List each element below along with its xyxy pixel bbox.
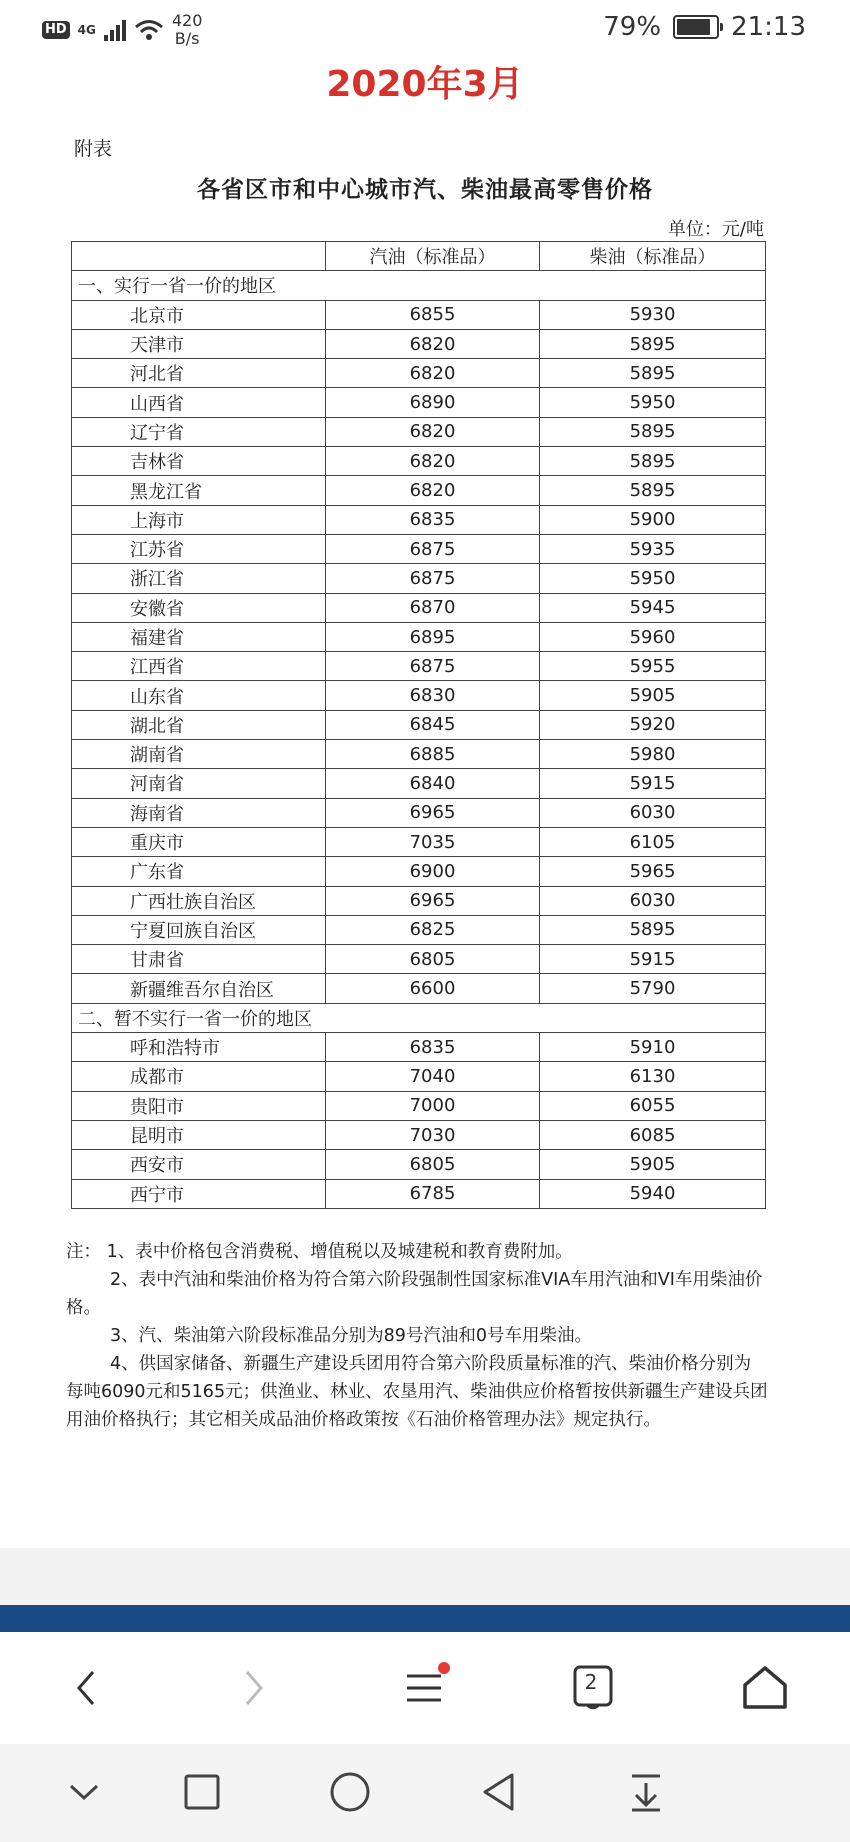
document-date: 2020年3月 xyxy=(326,64,524,105)
system-home-button[interactable] xyxy=(322,1764,378,1820)
gasoline-price-cell: 6825 xyxy=(326,915,540,944)
table-row xyxy=(72,388,766,417)
diesel-price-cell: 5895 xyxy=(540,329,766,358)
region-name-cell: 上海市 xyxy=(72,505,326,534)
diesel-price-cell: 5895 xyxy=(540,359,766,388)
region-name-cell: 贵阳市 xyxy=(72,1091,326,1120)
region-name-cell: 江苏省 xyxy=(72,534,326,563)
gasoline-price-cell: 6820 xyxy=(326,359,540,388)
diesel-price-cell: 5965 xyxy=(540,857,766,886)
battery-percent: 79% xyxy=(603,12,662,42)
recents-icon xyxy=(183,1773,221,1811)
gasoline-price-cell: 6895 xyxy=(326,622,540,651)
region-name-cell: 浙江省 xyxy=(72,564,326,593)
region-name-cell: 山西省 xyxy=(72,388,326,417)
forward-button[interactable] xyxy=(226,1660,282,1716)
table-row xyxy=(72,857,766,886)
diesel-price-cell: 5920 xyxy=(540,710,766,739)
browser-toolbar xyxy=(0,1632,850,1744)
diesel-price-cell: 5980 xyxy=(540,740,766,769)
table-row xyxy=(72,652,766,681)
region-name-cell: 黑龙江省 xyxy=(72,476,326,505)
table-row xyxy=(72,564,766,593)
table-row xyxy=(72,1179,766,1208)
gasoline-price-cell: 7040 xyxy=(326,1062,540,1091)
region-name-cell: 福建省 xyxy=(72,622,326,651)
table-row xyxy=(72,1062,766,1091)
table-row xyxy=(72,945,766,974)
diesel-price-cell: 5905 xyxy=(540,1150,766,1179)
gasoline-price-cell: 6870 xyxy=(326,593,540,622)
region-name-cell: 吉林省 xyxy=(72,447,326,476)
region-name-cell: 山东省 xyxy=(72,681,326,710)
wifi-icon xyxy=(134,19,164,41)
gasoline-price-cell: 6820 xyxy=(326,476,540,505)
table-row xyxy=(72,974,766,1003)
collapse-icon xyxy=(67,1782,101,1802)
gasoline-price-cell: 6805 xyxy=(326,945,540,974)
region-name-cell: 新疆维吾尔自治区 xyxy=(72,974,326,1003)
site-footer-band xyxy=(0,1605,850,1632)
region-name-cell: 广东省 xyxy=(72,857,326,886)
appendix-label: 附表 xyxy=(74,138,113,160)
diesel-price-cell: 5895 xyxy=(540,447,766,476)
table-row xyxy=(72,476,766,505)
diesel-price-cell: 5895 xyxy=(540,915,766,944)
gasoline-price-cell: 6885 xyxy=(326,740,540,769)
table-row xyxy=(72,769,766,798)
diesel-price-cell: 5895 xyxy=(540,417,766,446)
diesel-price-cell: 6130 xyxy=(540,1062,766,1091)
region-name-cell: 西安市 xyxy=(72,1150,326,1179)
table-row xyxy=(72,417,766,446)
diesel-price-cell: 6055 xyxy=(540,1091,766,1120)
diesel-price-cell: 6085 xyxy=(540,1120,766,1149)
region-name-cell: 河南省 xyxy=(72,769,326,798)
region-name-cell: 江西省 xyxy=(72,652,326,681)
region-name-cell: 重庆市 xyxy=(72,827,326,856)
note-1: 注： 1、表中价格包含消费税、增值税以及城建税和教育费附加。 xyxy=(66,1242,573,1262)
gasoline-price-cell: 6965 xyxy=(326,798,540,827)
speed-value: 420 xyxy=(171,11,203,30)
region-name-cell: 呼和浩特市 xyxy=(72,1033,326,1062)
diesel-price-cell: 5950 xyxy=(540,564,766,593)
gasoline-price-cell: 6785 xyxy=(326,1179,540,1208)
gasoline-price-cell: 7035 xyxy=(326,827,540,856)
diesel-price-cell: 5935 xyxy=(540,534,766,563)
table-row xyxy=(72,710,766,739)
gasoline-price-cell: 6890 xyxy=(326,388,540,417)
table-row xyxy=(72,300,766,329)
diesel-price-cell: 6030 xyxy=(540,886,766,915)
signal-icon xyxy=(104,19,126,41)
table-row xyxy=(72,447,766,476)
gasoline-price-cell: 6820 xyxy=(326,417,540,446)
gasoline-price-cell: 6855 xyxy=(326,300,540,329)
diesel-price-cell: 5905 xyxy=(540,681,766,710)
table-row xyxy=(72,622,766,651)
table-row xyxy=(72,886,766,915)
diesel-price-cell: 5790 xyxy=(540,974,766,1003)
note-2: 2、表中汽油和柴油价格为符合第六阶段强制性国家标准VIA车用汽油和VI车用柴油价格。 xyxy=(66,1270,763,1318)
clock: 21:13 xyxy=(731,12,806,42)
back-triangle-icon xyxy=(479,1771,517,1813)
header-region xyxy=(72,242,326,271)
home-circle-icon xyxy=(329,1771,371,1813)
diesel-price-cell: 5930 xyxy=(540,300,766,329)
back-button[interactable] xyxy=(58,1660,114,1716)
gasoline-price-cell: 6875 xyxy=(326,652,540,681)
region-name-cell: 天津市 xyxy=(72,329,326,358)
region-name-cell: 海南省 xyxy=(72,798,326,827)
diesel-price-cell: 5960 xyxy=(540,622,766,651)
gasoline-price-cell: 6830 xyxy=(326,681,540,710)
gasoline-price-cell: 6820 xyxy=(326,329,540,358)
diesel-price-cell: 5955 xyxy=(540,652,766,681)
table-row xyxy=(72,505,766,534)
table-row xyxy=(72,1033,766,1062)
gasoline-price-cell: 6965 xyxy=(326,886,540,915)
diesel-price-cell: 5915 xyxy=(540,769,766,798)
gasoline-price-cell: 6820 xyxy=(326,447,540,476)
diesel-price-cell: 5945 xyxy=(540,593,766,622)
note-3: 3、汽、柴油第六阶段标准品分别为89号汽油和0号车用柴油。 xyxy=(110,1326,593,1346)
table-header-row xyxy=(72,242,766,271)
gasoline-price-cell: 6875 xyxy=(326,534,540,563)
table-row xyxy=(72,798,766,827)
diesel-price-cell: 5900 xyxy=(540,505,766,534)
diesel-price-cell: 6030 xyxy=(540,798,766,827)
table-row xyxy=(72,329,766,358)
section-row xyxy=(72,271,766,300)
gasoline-price-cell: 6600 xyxy=(326,974,540,1003)
region-name-cell: 安徽省 xyxy=(72,593,326,622)
table-row xyxy=(72,740,766,769)
back-icon xyxy=(74,1668,98,1708)
region-name-cell: 北京市 xyxy=(72,300,326,329)
region-name-cell: 昆明市 xyxy=(72,1120,326,1149)
tab-count: 2 xyxy=(584,1670,598,1694)
table-row xyxy=(72,1150,766,1179)
download-button[interactable] xyxy=(618,1764,674,1820)
section-heading: 二、暂不实行一省一价的地区 xyxy=(72,1003,766,1032)
notes xyxy=(66,1238,768,1434)
note-4: 4、供国家储备、新疆生产建设兵团用符合第六阶段质量标准的汽、柴油价格分别为每吨6090元和5165元；供渔业、林业、农垦用汽、柴油供应价格暂按供新疆生产建设兵团用油价格执行；其它相关成品油价格政策按《石油价格管理办法》规定执行。 xyxy=(66,1354,768,1430)
gasoline-price-cell: 7030 xyxy=(326,1120,540,1149)
gasoline-price-cell: 6835 xyxy=(326,1033,540,1062)
section-heading: 一、实行一省一价的地区 xyxy=(72,271,766,300)
page-end-band xyxy=(0,1548,850,1605)
header-diesel: 柴油（标准品） xyxy=(540,242,766,271)
gasoline-price-cell: 6805 xyxy=(326,1150,540,1179)
menu-icon xyxy=(399,1662,451,1714)
table-row xyxy=(72,681,766,710)
unit-label: 单位：元/吨 xyxy=(667,219,764,240)
table-row xyxy=(72,534,766,563)
region-name-cell: 辽宁省 xyxy=(72,417,326,446)
region-name-cell: 成都市 xyxy=(72,1062,326,1091)
home-button[interactable] xyxy=(737,1660,793,1716)
status-bar xyxy=(0,0,850,58)
region-name-cell: 河北省 xyxy=(72,359,326,388)
table-row xyxy=(72,359,766,388)
region-name-cell: 湖南省 xyxy=(72,740,326,769)
network-speed xyxy=(172,12,203,48)
diesel-price-cell: 6105 xyxy=(540,827,766,856)
forward-icon xyxy=(242,1668,266,1708)
system-back-button[interactable] xyxy=(470,1764,526,1820)
home-icon xyxy=(740,1663,790,1713)
collapse-button[interactable] xyxy=(56,1764,112,1820)
download-icon xyxy=(626,1771,666,1813)
table-row xyxy=(72,1120,766,1149)
gasoline-price-cell: 6900 xyxy=(326,857,540,886)
hd-icon: HD xyxy=(42,21,70,39)
diesel-price-cell: 5910 xyxy=(540,1033,766,1062)
section-row xyxy=(72,1003,766,1032)
gasoline-price-cell: 6845 xyxy=(326,710,540,739)
gasoline-price-cell: 6835 xyxy=(326,505,540,534)
system-navigation-bar xyxy=(0,1744,850,1842)
document-title: 各省区市和中心城市汽、柴油最高零售价格 xyxy=(197,177,653,203)
battery-icon xyxy=(673,15,719,39)
region-name-cell: 甘肃省 xyxy=(72,945,326,974)
diesel-price-cell: 5950 xyxy=(540,388,766,417)
price-table xyxy=(71,241,766,1209)
notification-dot-icon xyxy=(438,1662,450,1674)
menu-button[interactable] xyxy=(397,1660,453,1716)
diesel-price-cell: 5940 xyxy=(540,1179,766,1208)
gasoline-price-cell: 6840 xyxy=(326,769,540,798)
table-row xyxy=(72,915,766,944)
table-row xyxy=(72,593,766,622)
region-name-cell: 宁夏回族自治区 xyxy=(72,915,326,944)
gasoline-price-cell: 7000 xyxy=(326,1091,540,1120)
header-gasoline: 汽油（标准品） xyxy=(326,242,540,271)
region-name-cell: 西宁市 xyxy=(72,1179,326,1208)
table-row xyxy=(72,1091,766,1120)
recents-button[interactable] xyxy=(174,1764,230,1820)
network-type: 4G xyxy=(77,23,96,37)
diesel-price-cell: 5915 xyxy=(540,945,766,974)
diesel-price-cell: 5895 xyxy=(540,476,766,505)
region-name-cell: 湖北省 xyxy=(72,710,326,739)
gasoline-price-cell: 6875 xyxy=(326,564,540,593)
table-row xyxy=(72,827,766,856)
tabs-button[interactable] xyxy=(566,1660,622,1716)
speed-unit: B/s xyxy=(174,29,200,48)
region-name-cell: 广西壮族自治区 xyxy=(72,886,326,915)
